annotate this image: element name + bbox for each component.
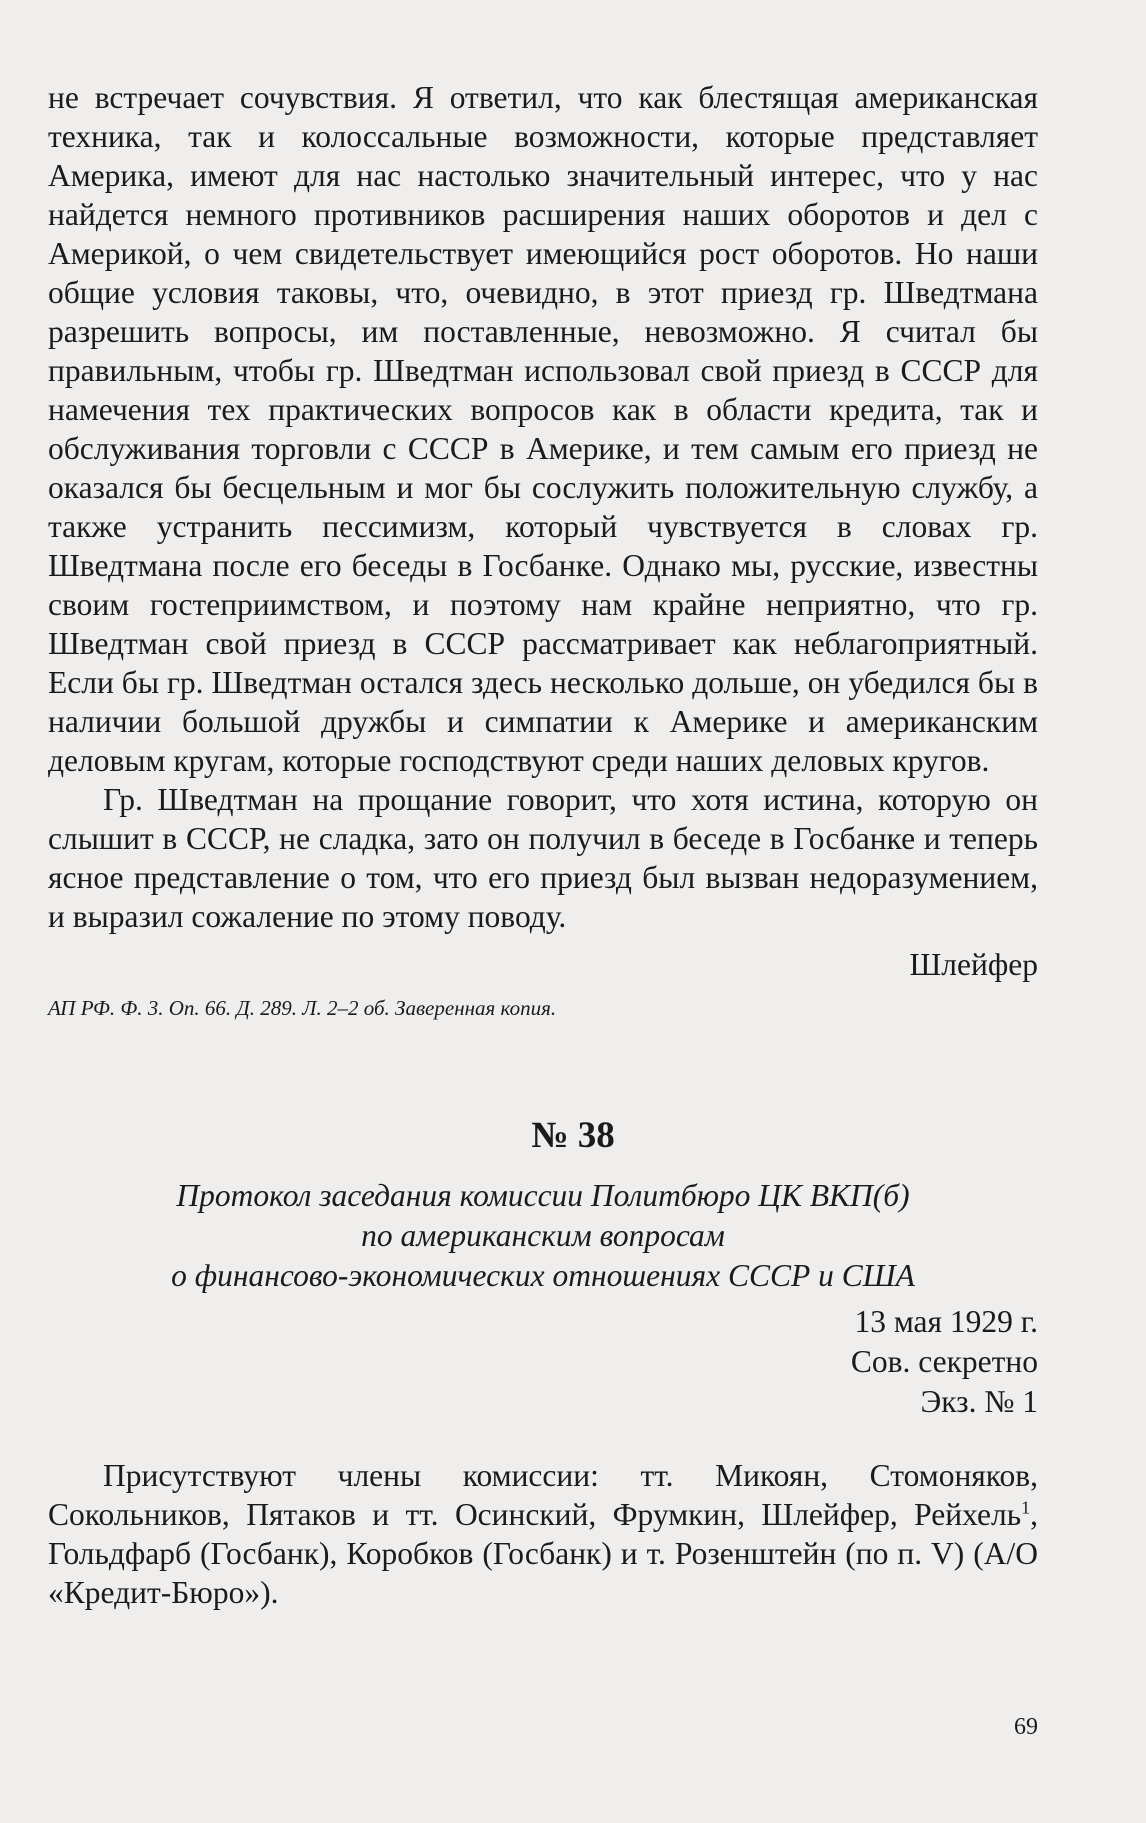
document-meta <box>48 1302 1038 1422</box>
document-date: 13 мая 1929 г. <box>854 1304 1038 1339</box>
archive-source: АП РФ. Ф. 3. Оп. 66. Д. 289. Л. 2–2 об. Заверенная копия. <box>48 996 557 1020</box>
body-paragraph-1: не встречает сочувствия. Я ответил, что как блестящая американская техника, так и колоссальные возможности, которые представляет Америка, имеют для нас настолько значительный интерес, что у нас найдется немного противников расширения наших оборотов и дел с Америкой, о чем свидетельствует имеющийся рост оборотов. Но наши общие условия таковы, что, очевидно, в этот приезд гр. Шведтмана разрешить вопросы, им поставленные, невозможно. Я считал бы правильным, чтобы гр. Шведтман использовал свой приезд в СССР для намечения тех практических вопросов как в области кредита, так и обслуживания торговли с СССР в Америке, и тем самым его приезд не оказался бы бесцельным и мог бы сослужить положительную службу, а также устранить пессимизм, который чувствуется в словах гр. Шведтмана после его беседы в Госбанке. Однако мы, русские, известны своим гостеприимством, и поэтому нам крайне неприятно, что гр. Шведтман свой приезд в СССР рассматривает как неблагоприятный. Если бы гр. Шведтман остался здесь несколько дольше, он убедился бы в наличии большой дружбы и симпатии к Америке и американским деловым кругам, которые господствуют среди наших деловых кругов. <box>48 80 1038 778</box>
body-paragraph-2: Гр. Шведтман на прощание говорит, что хотя истина, которую он слышит в СССР, не сладка, зато он получил в беседе в Госбанке и теперь ясное представление о том, что его приезд был вызван недоразумением, и выразил сожаление по этому поводу. <box>48 782 1038 934</box>
signature: Шлейфер <box>909 947 1038 982</box>
document-title-line-2: по американским вопросам <box>361 1218 725 1253</box>
attendees-paragraph <box>48 1456 1038 1612</box>
attendees-text-start: Присутствуют члены комиссии: тт. Микоян, Стомоняков, Сокольников, Пятаков и тт. Осинский, Фрумкин, Шлейфер, Рейхель <box>48 1458 1038 1532</box>
footnote-marker: 1 <box>1021 1497 1031 1518</box>
classification-stamp: Сов. секретно <box>850 1344 1038 1379</box>
document-title-line-3: о финансово-экономических отношениях СССР и США <box>171 1258 915 1293</box>
document-title-line-1: Протокол заседания комиссии Политбюро ЦК ВКП(б) <box>176 1178 910 1213</box>
document-title <box>48 1176 1038 1296</box>
attendees-text-end: , Гольдфарб (Госбанк), Коробков (Госбанк) и т. Розенштейн (по п. V) (А/О «Кредит-Бюро»). <box>48 1497 1038 1610</box>
document-number: № 38 <box>531 1115 615 1156</box>
copy-number: Экз. № 1 <box>920 1384 1038 1419</box>
page-number: 69 <box>1014 1714 1038 1740</box>
